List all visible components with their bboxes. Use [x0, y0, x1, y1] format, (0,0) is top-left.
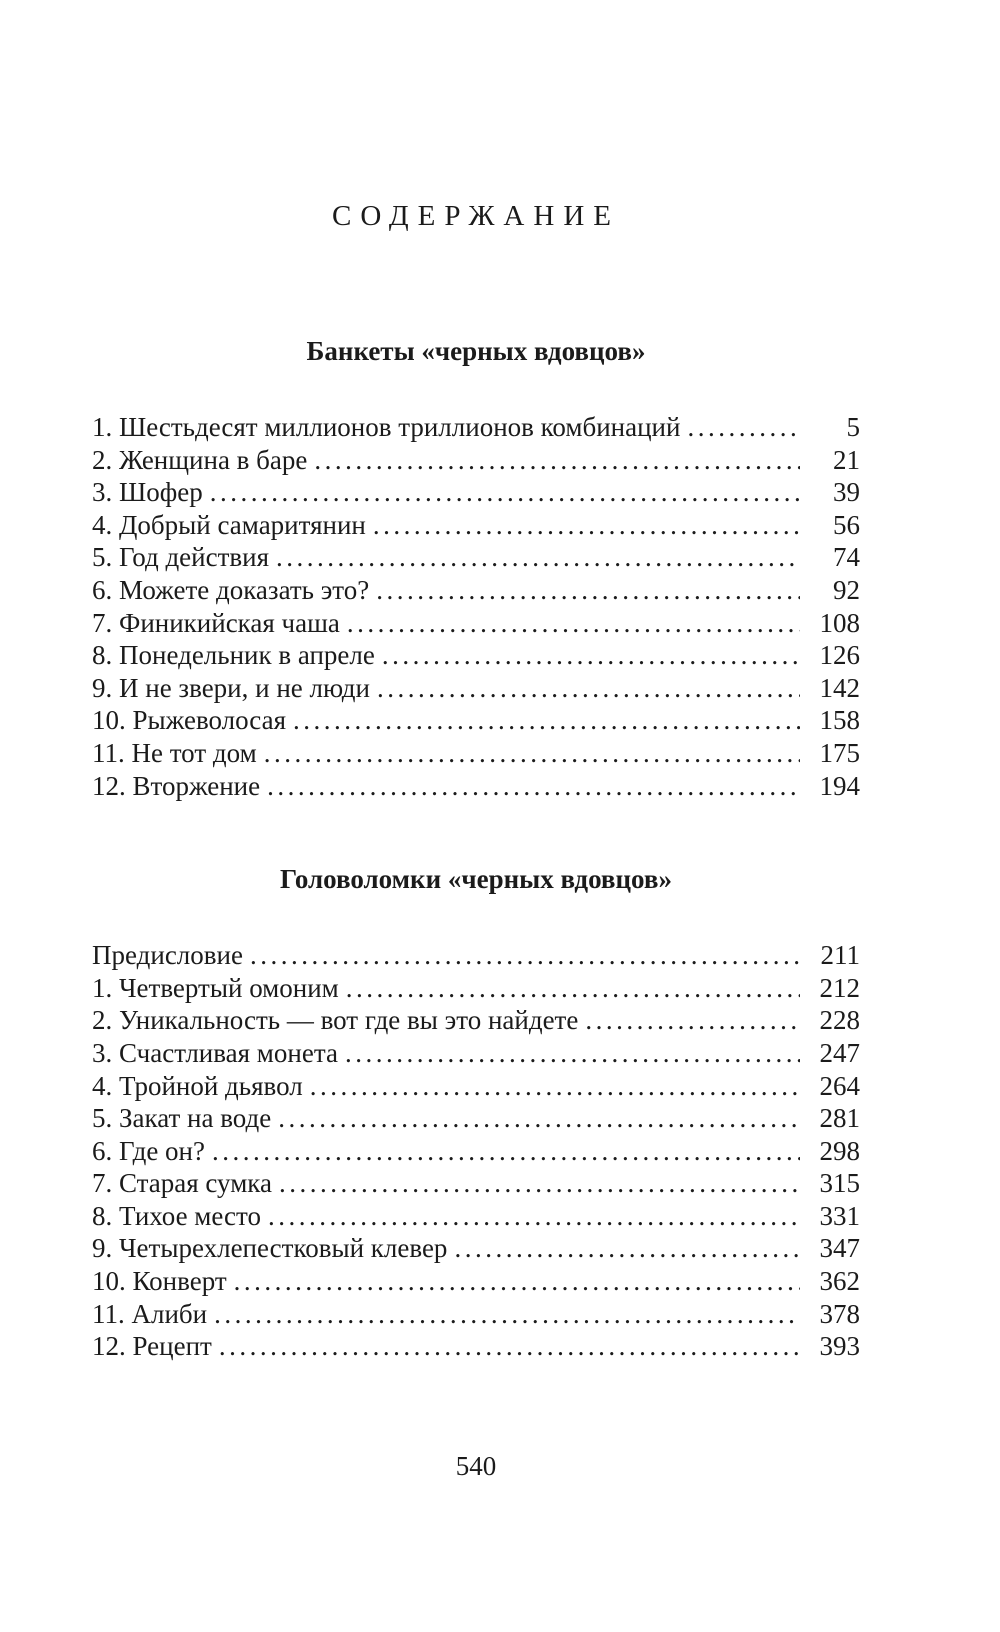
- toc-entry-page: 56: [833, 509, 860, 540]
- leader-dots: [454, 1232, 800, 1265]
- toc-entry-label: 4. Добрый самаритянин: [92, 509, 366, 540]
- toc-entry: [92, 704, 860, 737]
- toc-entry-label: 7. Старая сумка: [92, 1168, 272, 1199]
- leader-dots: [234, 1265, 800, 1298]
- toc-entry-label: 12. Вторжение: [92, 770, 261, 801]
- toc-entry-page: 393: [819, 1331, 860, 1362]
- toc-entry-page: 158: [819, 705, 860, 736]
- leader-dots: [264, 737, 800, 770]
- toc-entry: [92, 1135, 860, 1168]
- toc-entry-label: 10. Конверт: [92, 1266, 227, 1297]
- leader-dots: [382, 639, 800, 672]
- toc-entry: [92, 1298, 860, 1331]
- leader-dots: [210, 476, 800, 509]
- toc-entry: [92, 476, 860, 509]
- leader-dots: [377, 672, 800, 705]
- toc-entry-page: 378: [819, 1298, 860, 1329]
- toc-entry-label: 7. Финикийская чаша: [92, 607, 340, 638]
- toc-entry: [92, 1004, 860, 1037]
- toc-entry-label: 9. И не звери, и не люди: [92, 672, 370, 703]
- leader-dots: [314, 444, 800, 477]
- toc-section-banquets: [92, 336, 860, 802]
- toc-entry-label: 2. Уникальность — вот где вы это найдете: [92, 1005, 579, 1036]
- toc-entry: [92, 1167, 860, 1200]
- toc-entry-page: 212: [819, 972, 860, 1003]
- toc-entry-label: 6. Где он?: [92, 1135, 205, 1166]
- leader-dots: [268, 1200, 800, 1233]
- toc-entry-label: 12. Рецепт: [92, 1331, 212, 1362]
- toc-entry-label: 9. Четырехлепестковый клевер: [92, 1233, 448, 1264]
- toc-entry-page: 39: [833, 477, 860, 508]
- toc-entry-page: 92: [833, 574, 860, 605]
- toc-entry-label: 5. Год действия: [92, 542, 270, 573]
- toc-entry-page: 228: [819, 1005, 860, 1036]
- toc-list: [92, 411, 860, 802]
- toc-entry: [92, 939, 860, 972]
- page-title: СОДЕРЖАНИЕ: [332, 200, 620, 232]
- toc-entry-label: 3. Шофер: [92, 477, 203, 508]
- toc-entry: [92, 444, 860, 477]
- toc-entry-page: 331: [819, 1200, 860, 1231]
- toc-entry-page: 21: [833, 444, 860, 475]
- toc-entry: [92, 737, 860, 770]
- toc-entry: [92, 411, 860, 444]
- leader-dots: [310, 1070, 800, 1103]
- toc-entry-label: 2. Женщина в баре: [92, 444, 308, 475]
- toc-entry: [92, 639, 860, 672]
- toc-entry: [92, 1232, 860, 1265]
- leader-dots: [276, 541, 800, 574]
- leader-dots: [219, 1330, 800, 1363]
- leader-dots: [373, 509, 800, 542]
- toc-entry-label: 8. Понедельник в апреле: [92, 640, 375, 671]
- toc-entry-page: 315: [819, 1168, 860, 1199]
- toc-entry: [92, 1102, 860, 1135]
- toc-entry-page: 298: [819, 1135, 860, 1166]
- leader-dots: [347, 607, 800, 640]
- toc-entry-page: 5: [846, 412, 860, 442]
- leader-dots: [214, 1298, 800, 1331]
- toc-entry: [92, 770, 860, 803]
- toc-entry-page: 347: [819, 1233, 860, 1264]
- toc-entry-page: 281: [819, 1103, 860, 1134]
- toc-entry-page: 108: [819, 607, 860, 638]
- section-heading: Головоломки «черных вдовцов»: [280, 864, 672, 895]
- toc-entry-page: 194: [819, 770, 860, 801]
- leader-dots: [376, 574, 800, 607]
- toc-entry: [92, 1265, 860, 1298]
- leader-dots: [345, 1037, 800, 1070]
- leader-dots: [278, 1102, 800, 1135]
- toc-entry-page: 175: [819, 737, 860, 768]
- toc-entry-page: 264: [819, 1070, 860, 1101]
- toc-entry-label: 8. Тихое место: [92, 1200, 261, 1231]
- toc-list: [92, 939, 860, 1363]
- footer-page-number: 540: [455, 1450, 497, 1481]
- toc-entry-page: 74: [833, 542, 860, 573]
- toc-entry: [92, 1070, 860, 1103]
- toc-entry: [92, 509, 860, 542]
- leader-dots: [267, 770, 800, 803]
- toc-entry-label: 6. Можете доказать это?: [92, 574, 370, 605]
- toc-entry-label: 11. Не тот дом: [92, 737, 257, 768]
- leader-dots: [250, 939, 800, 972]
- toc-entry-label: 4. Тройной дьявол: [92, 1070, 303, 1101]
- toc-entry: [92, 574, 860, 607]
- toc-entry: [92, 541, 860, 574]
- toc-entry-page: 247: [819, 1037, 860, 1068]
- leader-dots: [293, 704, 800, 737]
- leader-dots: [585, 1004, 800, 1037]
- section-heading: Банкеты «черных вдовцов»: [306, 336, 646, 366]
- toc-entry-page: 142: [819, 672, 860, 703]
- toc-entry-label: 10. Рыжеволосая: [92, 705, 287, 736]
- leader-dots: [346, 972, 800, 1005]
- toc-entry: [92, 672, 860, 705]
- toc-entry: [92, 1037, 860, 1070]
- toc-entry-page: 126: [819, 640, 860, 671]
- toc-entry-label: 3. Счастливая монета: [92, 1037, 338, 1068]
- toc-entry-label: 1. Четвертый омоним: [92, 972, 339, 1003]
- toc-entry-label: 11. Алиби: [92, 1298, 208, 1329]
- toc-entry: [92, 1200, 860, 1233]
- leader-dots: [279, 1167, 800, 1200]
- leader-dots: [687, 411, 800, 444]
- toc-entry-page: 211: [820, 940, 860, 971]
- toc-entry: [92, 607, 860, 640]
- toc-entry: [92, 972, 860, 1005]
- toc-section-puzzles: [92, 864, 860, 1363]
- leader-dots: [212, 1135, 800, 1168]
- toc-entry-label: 1. Шестьдесят миллионов триллионов комбинаций: [92, 412, 681, 442]
- toc-entry: [92, 1330, 860, 1363]
- toc-entry-page: 362: [819, 1266, 860, 1297]
- toc-entry-label: Предисловие: [92, 940, 243, 971]
- toc-entry-label: 5. Закат на воде: [92, 1103, 272, 1134]
